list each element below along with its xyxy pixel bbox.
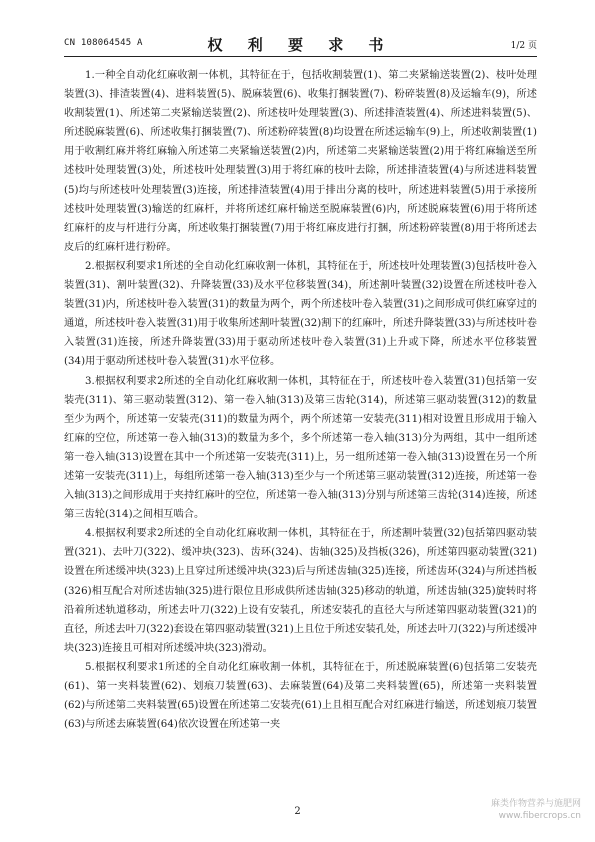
claim-1: 1.一种全自动化红麻收割一体机，其特征在于，包括收割装置(1)、第二夹紧输送装置(2)、枝叶处理装置(3)、排渣装置(4)、进料装置(5)、脱麻装置(6)、收集打捆装置(7)、粉碎装置(8)及运输车(9)，所述收割装置(1)、所述第二夹紧输送装置(2)、所述枝叶处理装置(3)、所述排渣装置(4)、所述进料装置(5)、所述脱麻装置(6)、所述收集打捆装置(7)、所述粉碎装置(8)均设置在所述运输车(9)上，所述收割装置(1)用于收割红麻并将红麻输入所述第二夹紧输送装置(2)内，所述第二夹紧输送装置(2)用于将红麻输送至所述枝叶处理装置(3)处，所述枝叶处理装置(3)用于将红麻的枝叶去除，所述排渣装置(4)与所述进料装置(5)均与所述枝叶处理装置(3)连接，所述排渣装置(4)用于排出分离的枝叶，所述进料装置(5)用于承接所述枝叶处理装置(3)输送的红麻杆，并将所述红麻杆输送至脱麻装置(6)内，所述脱麻装置(6)用于将所述红麻杆的皮与杆进行分离，所述收集打捆装置(7)用于将红麻皮进行打捆，所述粉碎装置(8)用于将所述去皮后的红麻杆进行粉碎。 xyxy=(64,70,537,253)
claim-5: 5.根据权利要求1所述的全自动化红麻收割一体机，其特征在于，所述脱麻装置(6)包括第二安装壳(61)、第一夹料装置(62)、划痕刀装置(63)、去麻装置(64)及第二夹料装置(65)，所述第一夹料装置(62)与所述第二夹料装置(65)设置在所述第二安装壳(61)上且相互配合对红麻进行输送，所述划痕刀装置(63)与所述去麻装置(64)依次设置在所述第一夹 xyxy=(64,661,537,731)
claim-4: 4.根据权利要求2所述的全自动化红麻收割一体机，其特征在于，所述割叶装置(32)包括第四驱动装置(321)、去叶刀(322)、缓冲块(323)、齿环(324)、齿轴(325)及挡板(326)，所述第四驱动装置(321)设置在所述缓冲块(323)上且穿过所述缓冲块(323)后与所述齿轴(325)连接，所述齿环(324)与所述挡板(326)相互配合对所述齿轴(325)进行限位且形成供所述齿轴(325)移动的轨道，所述齿轴(325)旋转时将沿着所述轨道移动，所述去叶刀(322)上设有安装孔，所述安装孔的直径大与所述第四驱动装置(321)的直径，所述去叶刀(322)套设在第四驱动装置(321)上且位于所述安装孔处，所述去叶刀(322)与所述缓冲块(323)连接且可相对所述缓冲块(323)滑动。 xyxy=(64,528,537,654)
watermark-url: www.fibercrops.cn xyxy=(498,811,581,821)
header-rule xyxy=(64,56,537,57)
claim-2: 2.根据权利要求1所述的全自动化红麻收割一体机，其特征在于，所述枝叶处理装置(3)包括枝叶卷入装置(31)、割叶装置(32)、升降装置(33)及水平位移装置(34)，所述割叶装置(32)设置在所述枝叶卷入装置(31)内，所述枝叶卷入装置(31)的数量为两个，两个所述枝叶卷入装置(31)之间形成可供红麻穿过的通道，所述枝叶卷入装置(31)用于收集所述割叶装置(32)割下的红麻叶，所述升降装置(33)与所述枝叶卷入装置(31)连接，所述升降装置(33)用于驱动所述枝叶卷入装置(31)上升或下降，所述水平位移装置(34)用于驱动所述枝叶卷入装置(31)水平位移。 xyxy=(64,260,537,368)
publication-number: CN 108064545 A xyxy=(64,38,143,48)
page-header xyxy=(64,34,537,54)
page-indicator: 1/2 页 xyxy=(510,41,537,51)
page-number: 2 xyxy=(294,806,301,817)
document-title: 权 利 要 求 书 xyxy=(207,36,394,54)
claim-3: 3.根据权利要求2所述的全自动化红麻收割一体机，其特征在于，所述枝叶卷入装置(31)包括第一安装壳(311)、第三驱动装置(312)、第一卷入轴(313)及第三齿轮(314)，所述第三驱动装置(312)的数量至少为两个，所述第一安装壳(311)的数量为两个，两个所述第一安装壳(311)相对设置且形成用于输入红麻的空位，所述第一卷入轴(313)的数量为多个，多个所述第一卷入轴(313)分为两组，其中一组所述第一卷入轴(313)设置在其中一个所述第一安装壳(311)上，另一组所述第一卷入轴(313)设置在另一个所述第一安装壳(311)上，每组所述第一卷入轴(313)至少与一个所述第三驱动装置(312)连接，所述第一卷入轴(313)之间形成用于夹持红麻叶的空位，所述第一卷入轴(313)分别与所述第三齿轮(314)连接，所述第三齿轮(314)之间相互啮合。 xyxy=(64,375,537,521)
claims-body xyxy=(64,66,537,734)
watermark-title: 麻类作物营养与施肥网 xyxy=(490,799,581,809)
site-watermark xyxy=(491,798,581,822)
